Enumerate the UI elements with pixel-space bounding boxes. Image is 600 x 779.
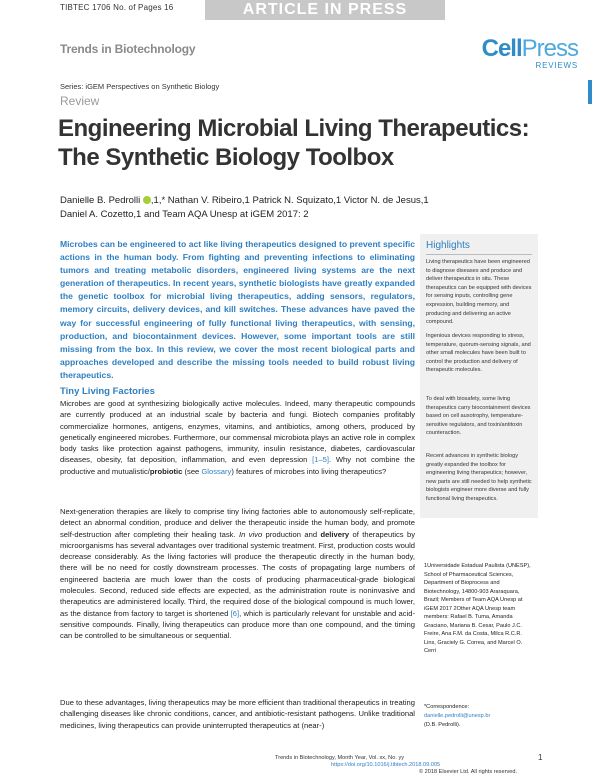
footer-copyright: © 2018 Elsevier Ltd. All rights reserved. — [419, 769, 518, 775]
author-list — [60, 194, 460, 222]
section-heading: Tiny Living Factories — [60, 386, 155, 397]
journal-name: Trends in Biotechnology — [60, 42, 196, 56]
footer-doi-link[interactable]: https://doi.org/10.1016/j.tibtech.2018.09.005 — [331, 762, 441, 768]
highlight-item: Recent advances in synthetic biology greatly expanded the toolbox for engineering living therapeutics; however, new parts are still needed to help synthetic biologists engineer more diverse and fully functional living therapeutics. — [426, 453, 532, 502]
p1-text-a: Microbes are good at synthesizing biologically active molecules. Indeed, many therapeutic compounds are currently produced at an industrial scale by bacteria and fungi. Biotech companies profitably commercialize hormones, antigens, enzymes, vitamins, and antibiotics, among others, produced by genetically engineered microbes. Furthermore, our commensal microbiota plays an active role in complex body tasks like protection against pathogens, immunity, insulin resistance, diabetes, cardiovascular diseases, obesity, fat deposition, inflammation, and even depression — [60, 399, 415, 465]
footer-journal: Trends in Biotechnology, Month Year, Vol. xx, No. yy — [275, 755, 405, 761]
top-bar — [0, 0, 600, 18]
series-label: Series: iGEM Perspectives on Synthetic Biology — [60, 82, 220, 91]
p2-text-a: Next-generation therapies are likely to comprise tiny living factories able to autonomously self-replicate, detect an abnormal condition, produce and deliver the therapeutic inside the human body, and promote self-destruction after completing their healing task. — [60, 507, 415, 539]
paragraph-3: Due to these advantages, living therapeutics may be more efficient than traditional therapeutics in treating challenging diseases like chronic conditions, cancer, and antibiotic-resistant pathogens. Unlike traditional medicines, living therapeutics can provide uninterrupted therapeutics at (near-) — [60, 698, 415, 730]
correspondence-name: (D.B. Pedrolli). — [424, 722, 461, 728]
highlight-item: Living therapeutics have been engineered to diagnose diseases and produce and deliver therapeutics in situ. These therapeutics can be equipped with devices for sensing inputs, controlling gene expression, building memory, and producing and delivering an active compound. — [426, 259, 532, 326]
affiliations: 1Universidade Estadual Paulista (UNESP), School of Pharmaceutical Sciences, Department of Bioprocess and Biotechnology, 14800-903 Araraquara, Brazil; Members of Team AQA Unesp at iGEM 2017 2Other AQA Unesp team members: Rafael B. Tuma, Amanda Graciano, Mariana B. Cesar, Paulo J.C. Freire, Ana F.M. da Costa, Milca R.C.R. Lins, Graciely G. Correa, and Marcel O. Cerri — [424, 563, 531, 654]
article-type: Review — [60, 94, 100, 108]
logo-press-text: Press — [521, 35, 578, 62]
manuscript-id: TIBTEC 1706 No. of Pages 16 — [60, 3, 174, 12]
p1-text-c: (see — [182, 466, 202, 476]
citation-link[interactable]: [6] — [230, 608, 240, 618]
abstract: Microbes can be engineered to act like living therapeutics designed to prevent specific actions in the human body. From fighting and preventing infections to eliminating tumors and treating metabolic disorders, engineered living systems are the next generation of therapeutics. In recent years, synthetic biologists have greatly expanded the genetic toolbox for microbial living therapeutics, adding sensors, regulators, memory circuits, delivery devices, and kill switches. These advances have paved the way for successful engineering of fully functional living therapeutics, with sensing, production, and biocontainment devices. However, some important tools are still missing from the box. In this review, we cover the most recent biological parts and approaches developed and describe the missing tools needed to build robust living therapeutics. — [60, 239, 415, 380]
author-rest: ,1,* Nathan V. Ribeiro,1 Patrick N. Squizato,1 Victor N. de Jesus,1 — [150, 195, 429, 206]
side-marker — [588, 80, 592, 104]
paragraph-1 — [60, 398, 415, 477]
author-line-2: Daniel A. Cozetto,1 and Team AQA Unesp at iGEM 2017: 2 — [60, 209, 309, 220]
citation-link[interactable]: [1–5] — [312, 455, 329, 465]
logo-cell-text: Cell — [481, 35, 522, 62]
logo-reviews-text: REVIEWS — [535, 61, 578, 70]
highlights-divider — [426, 254, 532, 255]
p2-text-b: production and — [262, 529, 321, 539]
correspondence-heading: *Correspondence: — [424, 704, 470, 710]
glossary-term-probiotic: probiotic — [149, 466, 183, 476]
cell-press-logo[interactable] — [481, 35, 578, 70]
orcid-icon[interactable] — [143, 196, 151, 204]
article-title: Engineering Microbial Living Therapeutics: The Synthetic Biology Toolbox — [58, 115, 530, 171]
author-first[interactable]: Danielle B. Pedrolli — [60, 195, 141, 206]
highlight-item: Ingenious devices responding to stress, temperature, quorum-sensing signals, and other small molecules have been built to control the production and delivery of therapeutic molecules. — [426, 333, 531, 374]
p2-text-c: of therapeutics by microorganisms has several advantages over traditional systemic treatment. First, production costs would decrease considerably. As the living factories will produce the therapeutic directly in the human body, there will be no need for costly downstream processes. The costs of propagating large numbers of engineered bacteria are much lower than the costs of producing pharmaceutical-grade biological molecules. Second, reduced side effects are expected, as the administration route is noninvasive and therapeutics are administered locally. Third, the required dose of the biological compound is much lower, as the distance from factory to target is shortened — [60, 529, 415, 618]
paragraph-2 — [60, 506, 415, 642]
correspondence-email[interactable]: danielle.pedrolli@unesp.br — [424, 713, 491, 719]
p1-text-b: . Why not combine the productive and mutualistic/ — [60, 455, 415, 476]
p2-italic: In vivo — [238, 529, 263, 539]
article-in-press-banner: ARTICLE IN PRESS — [205, 0, 445, 20]
glossary-term-delivery: delivery — [320, 529, 350, 539]
p2-text-d: , which is particularly relevant for unstable and acid-sensitive compounds. Finally, living therapeutics can produce more than one compound, and the timing can be controlled to be simultaneous or sequential. — [60, 608, 415, 641]
highlight-item: To deal with biosafety, some living therapeutics carry biocontainment devices based on cell auxotrophy, temperature-sensitive regulators, and toxin/antitoxin counteraction. — [426, 396, 531, 437]
highlights-title: Highlights — [426, 240, 470, 251]
glossary-link[interactable]: Glossary — [201, 466, 232, 476]
page-number: 1 — [538, 753, 543, 762]
p1-text-d: ) features of microbes into living therapeutics? — [231, 466, 387, 476]
